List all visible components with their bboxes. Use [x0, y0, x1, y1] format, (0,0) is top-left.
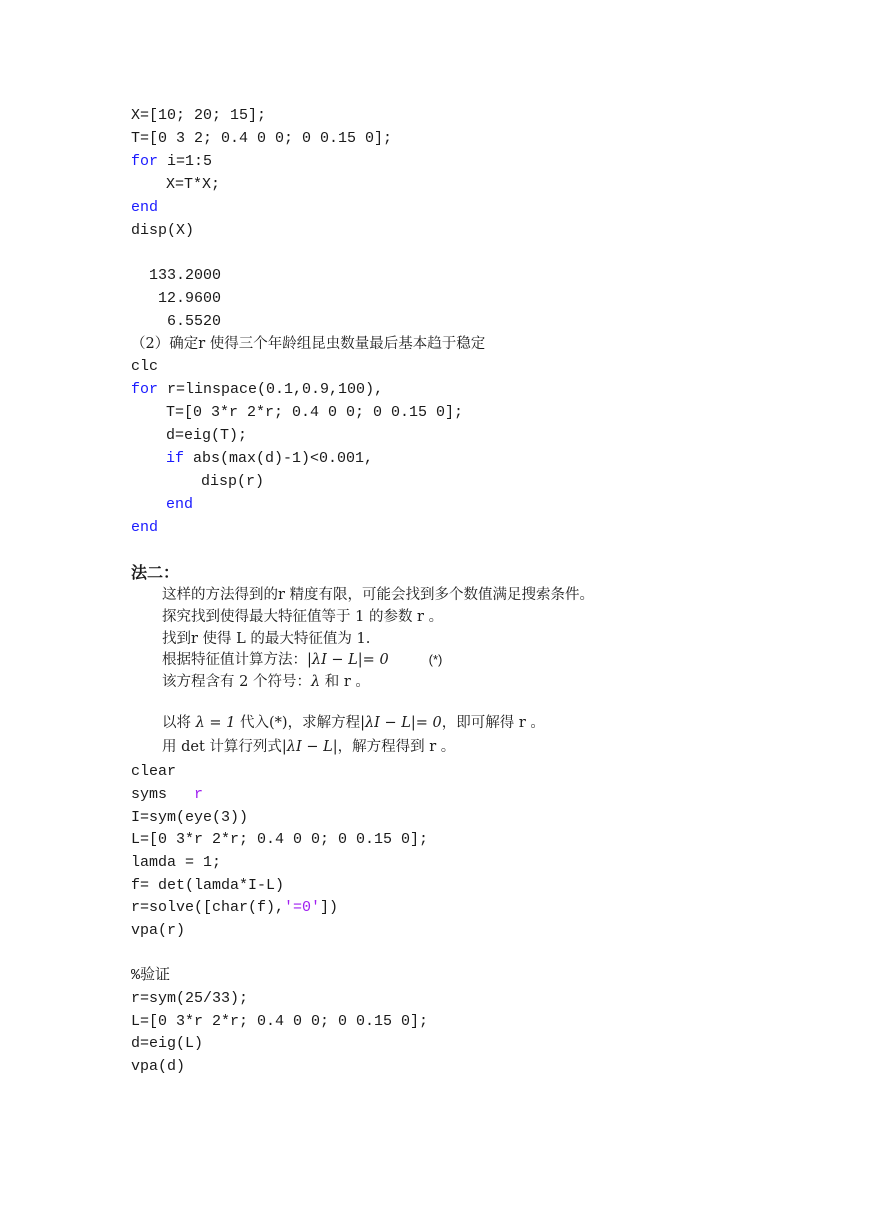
code-line: vpa(d)	[131, 1058, 186, 1075]
paragraph-text: 该方程含有 2 个符号：	[162, 674, 311, 690]
keyword-for: for	[131, 153, 159, 170]
keyword-for: for	[131, 381, 159, 398]
code-line	[131, 152, 212, 172]
paragraph-text: ，解方程得到 r 。	[337, 739, 456, 755]
string-literal: '=0'	[284, 899, 321, 916]
step-2-heading: （2）确定r 使得三个年龄组昆虫数量最后基本趋于稳定	[131, 336, 486, 352]
code-line: disp(r)	[201, 473, 265, 490]
code-line: T=[0 3*r 2*r; 0.4 0 0; 0 0.15 0];	[166, 404, 464, 421]
code-line: X=T*X;	[166, 176, 221, 193]
code-line: clc	[131, 358, 159, 375]
paragraph	[162, 737, 455, 757]
paragraph-text: 和 r 。	[320, 674, 370, 690]
code-line	[131, 449, 373, 469]
paragraph: 这样的方法得到的r 精度有限，可能会找到多个数值满足搜索条件。	[162, 587, 595, 603]
paragraph-text: 根据特征值计算方法：	[162, 652, 307, 668]
code-line: X=[10; 20; 15];	[131, 107, 267, 124]
code-line: f= det(lamda*I-L)	[131, 877, 285, 894]
code-line: L=[0 3*r 2*r; 0.4 0 0; 0 0.15 0];	[131, 1013, 429, 1030]
code-text: r=solve([char(f),	[131, 899, 285, 916]
output-value: 6.5520	[167, 313, 222, 330]
output-value: 133.2000	[149, 267, 222, 284]
code-line: disp(X)	[131, 222, 195, 239]
paragraph-text: 用 det 计算行列式	[162, 739, 282, 755]
code-line: r=sym(25/33);	[131, 990, 249, 1007]
loop-range: r=linspace(0.1,0.9,100),	[167, 381, 384, 398]
paragraph-text: 代入(*)，求解方程	[235, 715, 361, 731]
keyword-end: end	[166, 496, 194, 513]
paragraph-text: ，即可解得 r 。	[441, 715, 545, 731]
code-line: lamda = 1;	[131, 854, 222, 871]
symbol-name: r	[194, 786, 204, 803]
paragraph	[162, 650, 442, 670]
code-line	[131, 380, 383, 400]
code-line: clear	[131, 763, 177, 780]
code-line: I=sym(eye(3))	[131, 809, 249, 826]
equation: |λI − L|	[281, 739, 338, 755]
equation: |λI − L|= 0	[307, 652, 389, 668]
code-line	[131, 785, 203, 805]
paragraph: 探究找到使得最大特征值等于 1 的参数 r 。	[162, 609, 444, 625]
code-text: syms	[131, 786, 195, 803]
code-text: ])	[320, 899, 339, 916]
code-line: T=[0 3 2; 0.4 0 0; 0 0.15 0];	[131, 130, 393, 147]
comment-line: %验证	[131, 967, 171, 984]
paragraph	[162, 672, 370, 692]
loop-range: i=1:5	[167, 153, 213, 170]
paragraph: 找到r 使得 L 的最大特征值为 1.	[162, 631, 371, 647]
code-line: d=eig(L)	[131, 1035, 204, 1052]
keyword-if: if	[166, 450, 185, 467]
output-value: 12.9600	[158, 290, 222, 307]
lambda-symbol: λ	[310, 674, 321, 690]
equation: |λI − L|= 0	[360, 715, 442, 731]
keyword-end: end	[131, 519, 159, 536]
method-2-heading: 法二：	[131, 563, 180, 582]
code-line: d=eig(T);	[166, 427, 248, 444]
code-line: L=[0 3*r 2*r; 0.4 0 0; 0 0.15 0];	[131, 831, 429, 848]
equation: λ = 1	[195, 715, 236, 731]
code-line	[131, 898, 338, 918]
code-line: vpa(r)	[131, 922, 186, 939]
equation-marker: (*)	[428, 652, 443, 667]
paragraph-text: 以将	[162, 715, 196, 731]
if-condition: abs(max(d)-1)<0.001,	[193, 450, 374, 467]
paragraph	[162, 713, 545, 733]
keyword-end: end	[131, 199, 159, 216]
